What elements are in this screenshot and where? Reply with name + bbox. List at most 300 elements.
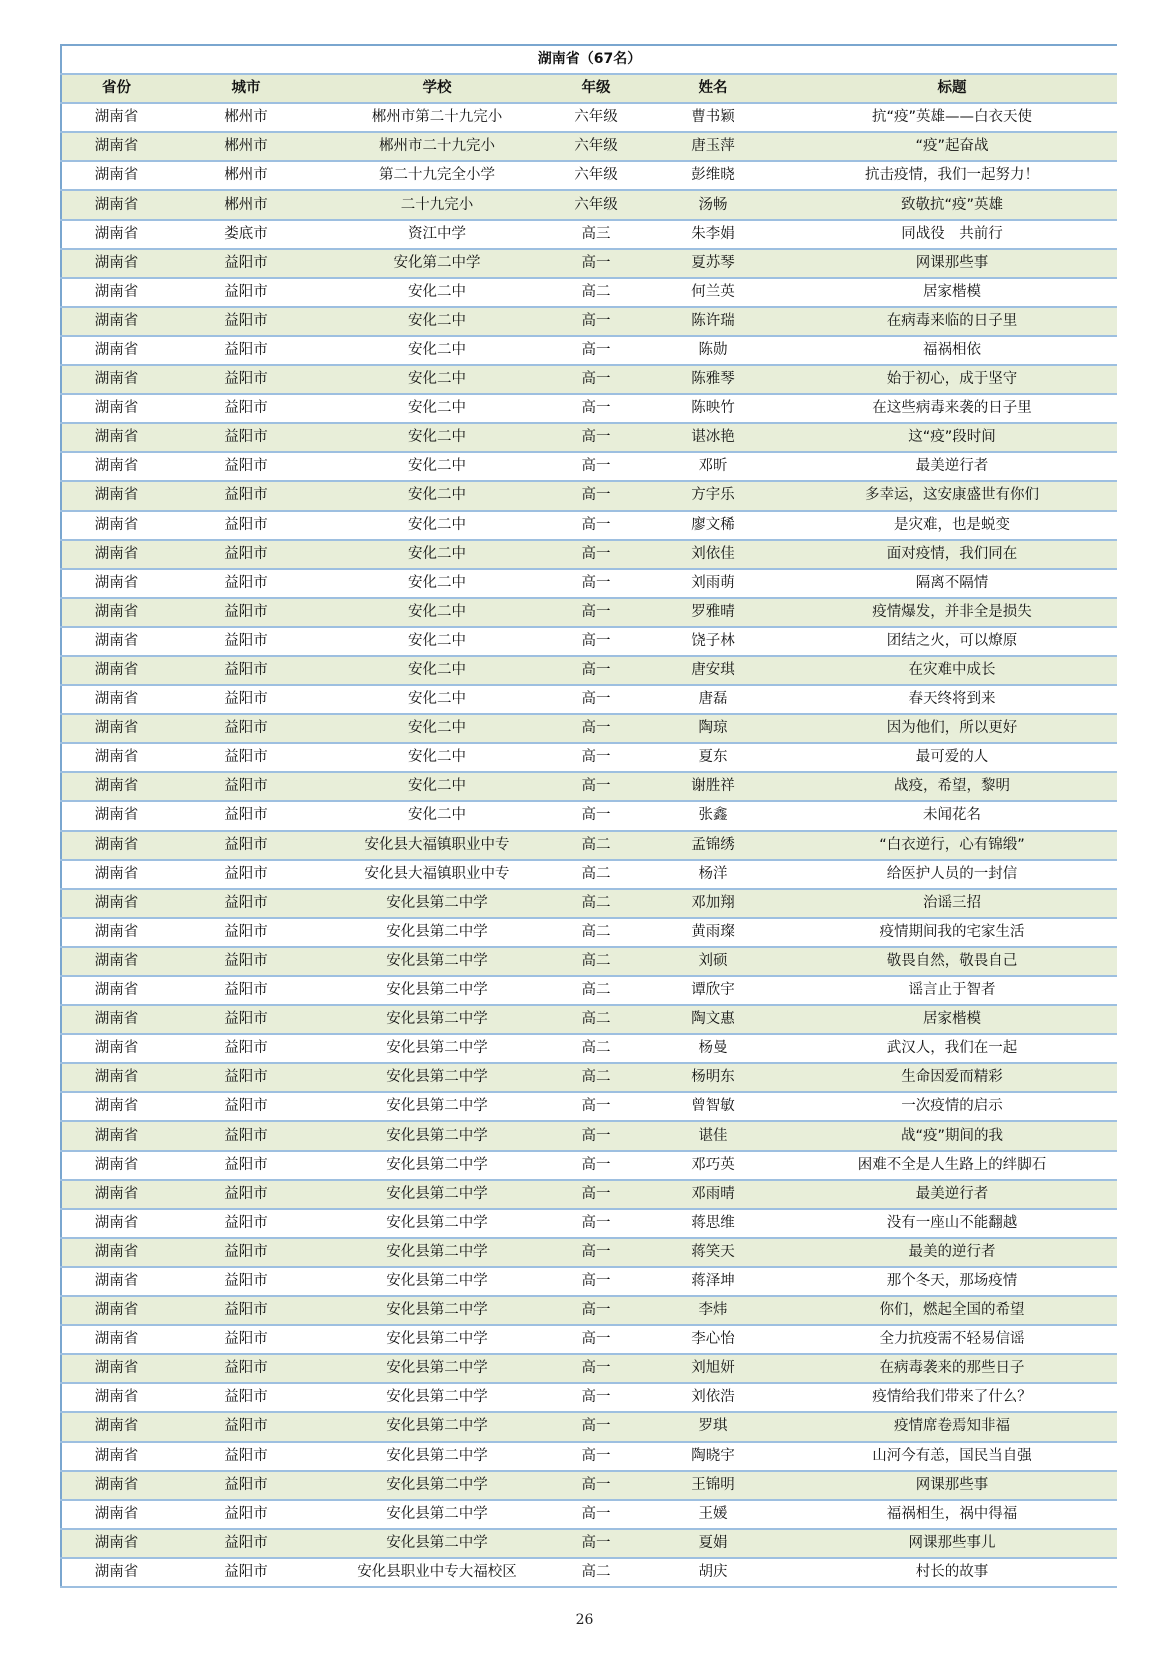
cell-essay-title: 困难不全是人生路上的绊脚石: [787, 1151, 1117, 1180]
cell-city: 益阳市: [171, 1005, 321, 1034]
cell-grade: 高一: [553, 1267, 639, 1296]
table-row: [61, 889, 1117, 918]
cell-school: 资江中学: [321, 220, 553, 249]
cell-student-name: 罗雅晴: [639, 598, 787, 627]
table-row: [61, 1471, 1117, 1500]
cell-essay-title: 在病毒袭来的那些日子: [787, 1354, 1117, 1383]
cell-school: 安化县第二中学: [321, 1238, 553, 1267]
table-row: [61, 423, 1117, 452]
cell-student-name: 邓雨晴: [639, 1180, 787, 1209]
cell-student-name: 夏苏琴: [639, 249, 787, 278]
cell-school: 安化县第二中学: [321, 1092, 553, 1121]
table-row: [61, 831, 1117, 860]
cell-student-name: 汤畅: [639, 190, 787, 219]
cell-school: 安化第二中学: [321, 249, 553, 278]
cell-province: 湖南省: [61, 249, 171, 278]
cell-school: 安化县第二中学: [321, 1296, 553, 1325]
cell-school: 安化二中: [321, 627, 553, 656]
table-row: [61, 1500, 1117, 1529]
table-row: [61, 161, 1117, 190]
cell-essay-title: 致敬抗“疫”英雄: [787, 190, 1117, 219]
cell-essay-title: 抗击疫情，我们一起努力！: [787, 161, 1117, 190]
cell-student-name: 胡庆: [639, 1558, 787, 1587]
table-row: [61, 220, 1117, 249]
cell-grade: 高一: [553, 1238, 639, 1267]
cell-student-name: 陶琼: [639, 714, 787, 743]
cell-province: 湖南省: [61, 1238, 171, 1267]
cell-essay-title: 在病毒来临的日子里: [787, 307, 1117, 336]
cell-province: 湖南省: [61, 598, 171, 627]
cell-province: 湖南省: [61, 1529, 171, 1558]
cell-essay-title: 谣言止于智者: [787, 976, 1117, 1005]
cell-school: 安化县第二中学: [321, 1063, 553, 1092]
cell-essay-title: 村长的故事: [787, 1558, 1117, 1587]
cell-school: 安化县第二中学: [321, 1151, 553, 1180]
table-row: [61, 743, 1117, 772]
cell-city: 益阳市: [171, 714, 321, 743]
cell-province: 湖南省: [61, 307, 171, 336]
table-title: 湖南省（67名）: [61, 45, 1117, 74]
cell-city: 益阳市: [171, 831, 321, 860]
cell-student-name: 陈雅琴: [639, 365, 787, 394]
table-row: [61, 540, 1117, 569]
table-row: [61, 1325, 1117, 1354]
cell-school: 安化县第二中学: [321, 1005, 553, 1034]
cell-student-name: 唐磊: [639, 685, 787, 714]
cell-school: 安化县第二中学: [321, 1034, 553, 1063]
page-number: 26: [575, 1612, 594, 1628]
cell-student-name: 王锦明: [639, 1471, 787, 1500]
cell-student-name: 刘依佳: [639, 540, 787, 569]
table-row: [61, 656, 1117, 685]
cell-province: 湖南省: [61, 394, 171, 423]
cell-grade: 高一: [553, 1354, 639, 1383]
cell-city: 益阳市: [171, 685, 321, 714]
cell-province: 湖南省: [61, 1558, 171, 1587]
cell-school: 安化县第二中学: [321, 1209, 553, 1238]
cell-city: 益阳市: [171, 656, 321, 685]
cell-province: 湖南省: [61, 772, 171, 801]
cell-city: 益阳市: [171, 1383, 321, 1412]
cell-grade: 高一: [553, 1529, 639, 1558]
cell-grade: 高二: [553, 976, 639, 1005]
cell-province: 湖南省: [61, 452, 171, 481]
cell-student-name: 罗琪: [639, 1412, 787, 1441]
cell-essay-title: 战疫，希望，黎明: [787, 772, 1117, 801]
cell-essay-title: 是灾难，也是蜕变: [787, 511, 1117, 540]
cell-province: 湖南省: [61, 1151, 171, 1180]
award-list-table: [60, 44, 1117, 1588]
cell-city: 益阳市: [171, 889, 321, 918]
column-header-school: 学校: [321, 74, 553, 103]
cell-essay-title: “白衣逆行，心有锦缎”: [787, 831, 1117, 860]
cell-school: 安化二中: [321, 481, 553, 510]
cell-school: 安化县大福镇职业中专: [321, 831, 553, 860]
cell-grade: 高二: [553, 947, 639, 976]
table-row: [61, 685, 1117, 714]
table-header-row: [61, 74, 1117, 103]
cell-school: 安化县第二中学: [321, 1471, 553, 1500]
cell-student-name: 杨明东: [639, 1063, 787, 1092]
cell-province: 湖南省: [61, 103, 171, 132]
cell-city: 益阳市: [171, 1267, 321, 1296]
cell-student-name: 方宇乐: [639, 481, 787, 510]
table-row: [61, 1238, 1117, 1267]
cell-province: 湖南省: [61, 132, 171, 161]
cell-essay-title: 最可爱的人: [787, 743, 1117, 772]
cell-school: 安化县第二中学: [321, 1267, 553, 1296]
cell-essay-title: 没有一座山不能翻越: [787, 1209, 1117, 1238]
cell-city: 益阳市: [171, 511, 321, 540]
cell-essay-title: 那个冬天，那场疫情: [787, 1267, 1117, 1296]
table-row: [61, 627, 1117, 656]
cell-province: 湖南省: [61, 511, 171, 540]
cell-student-name: 夏东: [639, 743, 787, 772]
cell-city: 益阳市: [171, 569, 321, 598]
table-row: [61, 1180, 1117, 1209]
cell-school: 安化县第二中学: [321, 918, 553, 947]
cell-school: 安化县第二中学: [321, 1325, 553, 1354]
cell-city: 益阳市: [171, 627, 321, 656]
cell-school: 安化二中: [321, 278, 553, 307]
cell-city: 益阳市: [171, 772, 321, 801]
cell-essay-title: 战“疫”期间的我: [787, 1121, 1117, 1150]
table-row: [61, 918, 1117, 947]
cell-province: 湖南省: [61, 1354, 171, 1383]
table-row: [61, 452, 1117, 481]
cell-city: 益阳市: [171, 1325, 321, 1354]
cell-province: 湖南省: [61, 1471, 171, 1500]
cell-grade: 高一: [553, 569, 639, 598]
cell-province: 湖南省: [61, 889, 171, 918]
table-row: [61, 1092, 1117, 1121]
table-row: [61, 132, 1117, 161]
cell-city: 益阳市: [171, 1354, 321, 1383]
table-row: [61, 801, 1117, 830]
cell-essay-title: 未闻花名: [787, 801, 1117, 830]
cell-school: 安化县第二中学: [321, 1383, 553, 1412]
cell-school: 安化县第二中学: [321, 1412, 553, 1441]
cell-city: 益阳市: [171, 1471, 321, 1500]
cell-student-name: 陶晓宇: [639, 1442, 787, 1471]
cell-essay-title: 春天终将到来: [787, 685, 1117, 714]
cell-grade: 高一: [553, 307, 639, 336]
table-row: [61, 772, 1117, 801]
cell-essay-title: 网课那些事儿: [787, 1529, 1117, 1558]
cell-school: 安化二中: [321, 423, 553, 452]
cell-city: 益阳市: [171, 1209, 321, 1238]
table-row: [61, 1412, 1117, 1441]
cell-province: 湖南省: [61, 161, 171, 190]
cell-province: 湖南省: [61, 947, 171, 976]
cell-essay-title: 居家楷模: [787, 1005, 1117, 1034]
cell-student-name: 李炜: [639, 1296, 787, 1325]
cell-city: 益阳市: [171, 598, 321, 627]
cell-city: 益阳市: [171, 1034, 321, 1063]
cell-student-name: 陈映竹: [639, 394, 787, 423]
cell-city: 益阳市: [171, 423, 321, 452]
cell-grade: 高一: [553, 336, 639, 365]
table-row: [61, 336, 1117, 365]
cell-student-name: 刘依浩: [639, 1383, 787, 1412]
table-row: [61, 481, 1117, 510]
cell-province: 湖南省: [61, 1325, 171, 1354]
table-body: [61, 103, 1117, 1587]
cell-city: 益阳市: [171, 860, 321, 889]
cell-essay-title: 治谣三招: [787, 889, 1117, 918]
cell-province: 湖南省: [61, 220, 171, 249]
cell-province: 湖南省: [61, 190, 171, 219]
cell-student-name: 刘旭妍: [639, 1354, 787, 1383]
cell-province: 湖南省: [61, 860, 171, 889]
cell-grade: 高一: [553, 1500, 639, 1529]
cell-grade: 高一: [553, 656, 639, 685]
table-row: [61, 598, 1117, 627]
cell-essay-title: 网课那些事: [787, 249, 1117, 278]
cell-province: 湖南省: [61, 801, 171, 830]
cell-student-name: 邓巧英: [639, 1151, 787, 1180]
cell-school: 安化二中: [321, 336, 553, 365]
cell-essay-title: 最美逆行者: [787, 1180, 1117, 1209]
cell-student-name: 刘硕: [639, 947, 787, 976]
cell-essay-title: “疫”起奋战: [787, 132, 1117, 161]
table-row: [61, 976, 1117, 1005]
cell-city: 益阳市: [171, 801, 321, 830]
table-row: [61, 569, 1117, 598]
cell-essay-title: 疫情给我们带来了什么？: [787, 1383, 1117, 1412]
cell-city: 益阳市: [171, 336, 321, 365]
cell-student-name: 曾智敏: [639, 1092, 787, 1121]
cell-school: 安化二中: [321, 394, 553, 423]
cell-grade: 高一: [553, 1180, 639, 1209]
table-title-row: [61, 45, 1117, 74]
cell-school: 安化二中: [321, 656, 553, 685]
cell-province: 湖南省: [61, 1063, 171, 1092]
cell-school: 安化二中: [321, 598, 553, 627]
cell-student-name: 李心怡: [639, 1325, 787, 1354]
table-row: [61, 249, 1117, 278]
cell-grade: 高一: [553, 1471, 639, 1500]
cell-essay-title: 给医护人员的一封信: [787, 860, 1117, 889]
cell-school: 郴州市二十九完小: [321, 132, 553, 161]
cell-essay-title: 全力抗疫需不轻易信谣: [787, 1325, 1117, 1354]
cell-grade: 高一: [553, 772, 639, 801]
cell-school: 安化二中: [321, 365, 553, 394]
cell-city: 益阳市: [171, 743, 321, 772]
cell-essay-title: 武汉人，我们在一起: [787, 1034, 1117, 1063]
cell-essay-title: 最美的逆行者: [787, 1238, 1117, 1267]
cell-grade: 高一: [553, 1209, 639, 1238]
cell-essay-title: 团结之火，可以燎原: [787, 627, 1117, 656]
table-row: [61, 307, 1117, 336]
cell-grade: 高二: [553, 860, 639, 889]
cell-grade: 六年级: [553, 190, 639, 219]
cell-city: 郴州市: [171, 132, 321, 161]
cell-city: 娄底市: [171, 220, 321, 249]
cell-essay-title: 多幸运，这安康盛世有你们: [787, 481, 1117, 510]
cell-province: 湖南省: [61, 627, 171, 656]
table-row: [61, 947, 1117, 976]
cell-grade: 高一: [553, 1092, 639, 1121]
cell-city: 郴州市: [171, 161, 321, 190]
cell-city: 益阳市: [171, 452, 321, 481]
cell-school: 安化二中: [321, 540, 553, 569]
cell-school: 安化二中: [321, 307, 553, 336]
cell-grade: 高一: [553, 394, 639, 423]
cell-city: 益阳市: [171, 249, 321, 278]
cell-grade: 高一: [553, 598, 639, 627]
cell-student-name: 张鑫: [639, 801, 787, 830]
cell-grade: 六年级: [553, 103, 639, 132]
cell-student-name: 孟锦绣: [639, 831, 787, 860]
cell-school: 安化二中: [321, 452, 553, 481]
cell-grade: 高一: [553, 685, 639, 714]
cell-essay-title: 福祸相生，祸中得福: [787, 1500, 1117, 1529]
cell-student-name: 唐玉萍: [639, 132, 787, 161]
cell-grade: 高一: [553, 714, 639, 743]
cell-grade: 高一: [553, 511, 639, 540]
cell-grade: 高一: [553, 1121, 639, 1150]
cell-essay-title: 疫情爆发，并非全是损失: [787, 598, 1117, 627]
cell-essay-title: 同战役 共前行: [787, 220, 1117, 249]
cell-school: 安化二中: [321, 685, 553, 714]
cell-grade: 高一: [553, 481, 639, 510]
cell-city: 益阳市: [171, 1151, 321, 1180]
cell-student-name: 陶文惠: [639, 1005, 787, 1034]
cell-student-name: 廖文稀: [639, 511, 787, 540]
cell-grade: 六年级: [553, 161, 639, 190]
cell-city: 益阳市: [171, 394, 321, 423]
cell-grade: 高一: [553, 1442, 639, 1471]
column-header-province: 省份: [61, 74, 171, 103]
cell-grade: 高一: [553, 365, 639, 394]
cell-city: 益阳市: [171, 307, 321, 336]
cell-city: 益阳市: [171, 1121, 321, 1150]
cell-grade: 高一: [553, 627, 639, 656]
cell-student-name: 黄雨璨: [639, 918, 787, 947]
table-row: [61, 103, 1117, 132]
column-header-city: 城市: [171, 74, 321, 103]
cell-province: 湖南省: [61, 1092, 171, 1121]
cell-grade: 高一: [553, 249, 639, 278]
cell-school: 安化县第二中学: [321, 1354, 553, 1383]
cell-grade: 高一: [553, 1151, 639, 1180]
cell-grade: 高一: [553, 743, 639, 772]
table-row: [61, 1151, 1117, 1180]
cell-city: 益阳市: [171, 1063, 321, 1092]
table-row: [61, 1383, 1117, 1412]
cell-city: 益阳市: [171, 1296, 321, 1325]
cell-province: 湖南省: [61, 1005, 171, 1034]
cell-school: 安化二中: [321, 511, 553, 540]
cell-school: 安化县第二中学: [321, 976, 553, 1005]
table-row: [61, 1209, 1117, 1238]
cell-essay-title: 这“疫”段时间: [787, 423, 1117, 452]
cell-student-name: 杨洋: [639, 860, 787, 889]
cell-province: 湖南省: [61, 1034, 171, 1063]
cell-province: 湖南省: [61, 278, 171, 307]
cell-school: 安化二中: [321, 772, 553, 801]
cell-province: 湖南省: [61, 1180, 171, 1209]
cell-grade: 高二: [553, 918, 639, 947]
cell-province: 湖南省: [61, 743, 171, 772]
cell-school: 安化县第二中学: [321, 1180, 553, 1209]
cell-city: 益阳市: [171, 1500, 321, 1529]
cell-essay-title: 一次疫情的启示: [787, 1092, 1117, 1121]
cell-province: 湖南省: [61, 365, 171, 394]
table-row: [61, 278, 1117, 307]
cell-student-name: 陈勋: [639, 336, 787, 365]
cell-student-name: 彭维晓: [639, 161, 787, 190]
table-row: [61, 365, 1117, 394]
cell-school: 二十九完小: [321, 190, 553, 219]
cell-essay-title: 始于初心，成于坚守: [787, 365, 1117, 394]
column-header-title: 标题: [787, 74, 1117, 103]
cell-province: 湖南省: [61, 1209, 171, 1238]
cell-student-name: 陈许瑞: [639, 307, 787, 336]
cell-school: 郴州市第二十九完小: [321, 103, 553, 132]
cell-city: 益阳市: [171, 1442, 321, 1471]
cell-essay-title: 面对疫情，我们同在: [787, 540, 1117, 569]
cell-city: 益阳市: [171, 278, 321, 307]
cell-province: 湖南省: [61, 569, 171, 598]
cell-essay-title: 疫情席卷焉知非福: [787, 1412, 1117, 1441]
cell-essay-title: 因为他们，所以更好: [787, 714, 1117, 743]
cell-student-name: 蒋泽坤: [639, 1267, 787, 1296]
cell-province: 湖南省: [61, 714, 171, 743]
cell-essay-title: 网课那些事: [787, 1471, 1117, 1500]
cell-student-name: 邓昕: [639, 452, 787, 481]
table-row: [61, 860, 1117, 889]
cell-school: 安化县第二中学: [321, 1500, 553, 1529]
cell-essay-title: 居家楷模: [787, 278, 1117, 307]
cell-school: 安化县大福镇职业中专: [321, 860, 553, 889]
table-row: [61, 1034, 1117, 1063]
table-row: [61, 1558, 1117, 1587]
cell-province: 湖南省: [61, 1442, 171, 1471]
cell-essay-title: 最美逆行者: [787, 452, 1117, 481]
cell-city: 益阳市: [171, 1529, 321, 1558]
cell-province: 湖南省: [61, 1121, 171, 1150]
cell-grade: 高一: [553, 540, 639, 569]
cell-city: 益阳市: [171, 481, 321, 510]
cell-essay-title: 隔离不隔情: [787, 569, 1117, 598]
cell-city: 益阳市: [171, 1180, 321, 1209]
cell-grade: 高一: [553, 1325, 639, 1354]
cell-city: 益阳市: [171, 976, 321, 1005]
cell-school: 安化县职业中专大福校区: [321, 1558, 553, 1587]
cell-province: 湖南省: [61, 1383, 171, 1412]
cell-grade: 高二: [553, 889, 639, 918]
cell-essay-title: 你们，燃起全国的希望: [787, 1296, 1117, 1325]
cell-school: 安化县第二中学: [321, 1121, 553, 1150]
cell-grade: 高二: [553, 831, 639, 860]
cell-student-name: 朱李娟: [639, 220, 787, 249]
cell-school: 安化县第二中学: [321, 1529, 553, 1558]
cell-student-name: 邓加翔: [639, 889, 787, 918]
cell-school: 安化县第二中学: [321, 889, 553, 918]
cell-student-name: 蒋思维: [639, 1209, 787, 1238]
table-row: [61, 714, 1117, 743]
cell-school: 安化县第二中学: [321, 1442, 553, 1471]
table-row: [61, 394, 1117, 423]
cell-province: 湖南省: [61, 685, 171, 714]
cell-city: 益阳市: [171, 365, 321, 394]
cell-city: 郴州市: [171, 103, 321, 132]
cell-essay-title: 在灾难中成长: [787, 656, 1117, 685]
cell-grade: 高一: [553, 452, 639, 481]
cell-student-name: 饶子林: [639, 627, 787, 656]
